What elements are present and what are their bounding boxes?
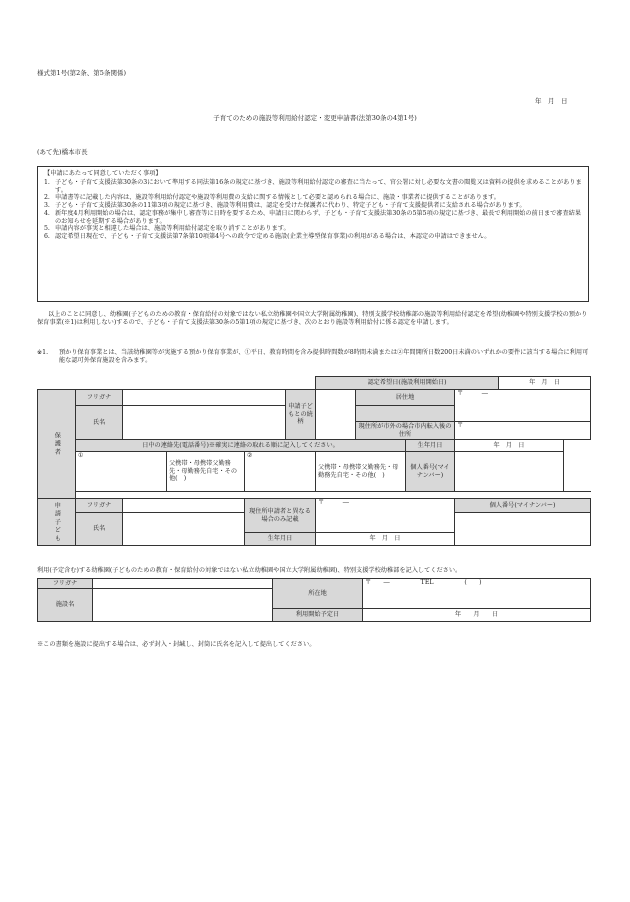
- consent-item: [44, 210, 584, 226]
- consent-item-text: 申請書等に記載した内容は、施設等利用給付認定や施設等利用費の支給に関する情報として必要と認められる場合に、施設・事業者に提供することがあります。: [55, 194, 500, 202]
- contact-2-input[interactable]: ②: [245, 452, 316, 492]
- consent-item: [44, 194, 584, 202]
- guardian-furigana-input[interactable]: [123, 390, 286, 406]
- consent-item-text: 認定希望日現在で、子ども・子育て支援法第7条第10項第4号への政令で定める施設(企業主導型保育事業)の利用がある場合は、本認定の申請はできません。: [55, 233, 491, 240]
- consent-item: [44, 225, 584, 233]
- child-mynumber-label: 個人番号(マイナンバー): [455, 499, 591, 513]
- consent-item-number: 3.: [44, 202, 50, 209]
- contact-1-input[interactable]: ①: [76, 452, 167, 492]
- daytime-contact-label: 日中の連絡先(電話番号)※確実に連絡の取れる順に記入してください。: [76, 440, 406, 452]
- residence-label: 居住地: [356, 390, 455, 406]
- guardian-label: 保護者: [53, 431, 61, 457]
- cert-date-label: 認定希望日(施設利用開始日): [316, 377, 499, 390]
- spacer-cell: [38, 377, 316, 390]
- out-of-city-input[interactable]: 〒: [455, 422, 591, 440]
- guardian-birthdate-input[interactable]: 年 月 日: [455, 440, 564, 452]
- guardian-name-label: 氏名: [76, 406, 123, 440]
- consent-item-number: 5.: [44, 225, 50, 233]
- child-label-cell: [38, 499, 76, 546]
- consent-item-text: 子ども・子育て支援法第30条の11第3項の規定に基づき、施設等利用費は、認定を受けた保護者に代わり、特定子ども・子育て支援提供者に支給される場合があります。: [55, 202, 526, 209]
- spacer-row: [76, 492, 591, 499]
- child-mynumber-input[interactable]: [455, 513, 591, 546]
- facility-start-input[interactable]: 年 月 日: [363, 609, 591, 622]
- facility-furigana-label: フリガナ: [38, 579, 93, 589]
- consent-box: [37, 166, 589, 302]
- child-name-label: 氏名: [76, 513, 123, 546]
- consent-heading: 【申請にあたって同意していただく事項】: [44, 170, 162, 177]
- application-table: [37, 376, 591, 546]
- out-of-city-label: 現住所が市外の場合市内転入後の住所: [356, 422, 455, 440]
- child-label: 申請子ども: [53, 501, 61, 543]
- footnote-text: 預かり保育事業とは、当該幼稚園等が実施する預かり保育事業が、①平日、教育時間を含み提供時間数が8時間未満または②年間開所日数200日未満のいずれかの要件に該当する場合に利用可能な認可外保育施設を含みます。: [59, 349, 589, 364]
- consent-item-text: 新年度4月利用開始の場合は、認定事務が集中し審査等に日時を要するため、申請日に関わらず、子ども・子育て支援法第30条の5第5項の規定に基づき、最長で利用開始の前日まで審査結果のお知らせを延期する場合があります。: [55, 209, 582, 225]
- consent-item-number: 4.: [44, 209, 50, 217]
- guardian-mynumber-input[interactable]: [455, 452, 564, 492]
- footnote-1: [37, 349, 592, 365]
- consent-item-number: 6.: [44, 233, 50, 240]
- intro-text: 以上のことに同意し、幼稚園(子どものための教育・保育給付の対象ではない私立幼稚園や国立大学附属幼稚園)、特別支援学校幼稚部の施設等利用給付認定を希望(幼稚園や特別支援学校の預かり保育事業(※1)は利用しない)するので、子ども・子育て支援法第30条の5第1項の規定に基づき、次のとおり施設等利用給付に係る認定を申請します。: [37, 311, 588, 326]
- child-address-input[interactable]: 〒 ―: [316, 499, 455, 533]
- closing-note: ※この書類を施設に提出する場合は、必ず封入・封緘し、封筒に氏名を記入して提出してください。: [37, 641, 316, 648]
- facility-intro: 利用(予定含む)する幼稚園(子どものための教育・保育給付の対象ではない私立幼稚園や国立大学附属幼稚園)、特別支援学校幼稚部を記入してください。: [37, 567, 462, 574]
- facility-address-label: 所在地: [273, 579, 363, 609]
- addressee: (あて先)橋本市長: [37, 148, 88, 156]
- guardian-furigana-label: フリガナ: [76, 390, 123, 406]
- facility-start-label: 利用開始予定日: [273, 609, 363, 622]
- relation-label: 申請子どもとの続柄: [286, 390, 316, 440]
- consent-item: [44, 202, 584, 210]
- consent-item-text: 子ども・子育て支援法第30条の3において準用する同法第16条の規定に基づき、施設等利用給付認定の審査に当たって、官公署に対し必要な文書の閲覧又は資料の提供を求めることがあります。: [55, 178, 582, 194]
- consent-item-number: 1.: [44, 178, 50, 186]
- facility-name-input[interactable]: [93, 589, 273, 622]
- facility-address-input[interactable]: 〒 ― TEL ( ): [363, 579, 591, 609]
- facility-furigana-input[interactable]: [93, 579, 273, 589]
- child-birthdate-label: 生年月日: [245, 533, 316, 546]
- consent-list: [44, 179, 584, 241]
- contact-2-relation[interactable]: 父携帯・母携帯父勤務先・母勤務先自宅・その他( ): [316, 452, 406, 492]
- residence-label-blank: [356, 406, 455, 422]
- contact-1-relation[interactable]: 父携帯・母携帯父勤務先・母勤務先自宅・その他( ): [167, 452, 245, 492]
- consent-item: [44, 233, 584, 241]
- consent-item-text: 申請内容が事実と相違した場合は、施設等利用給付認定を取り消すことがあります。: [55, 225, 290, 233]
- child-furigana-input[interactable]: [123, 499, 245, 513]
- child-furigana-label: フリガナ: [76, 499, 123, 513]
- guardian-mynumber-label: 個人番号(マイナンバー): [406, 452, 455, 492]
- document-title: 子育てのための施設等利用給付認定・変更申請書(法第30条の4第1号): [213, 114, 417, 122]
- facility-name-label: 施設名: [38, 589, 93, 622]
- guardian-birthdate-label: 生年月日: [406, 440, 455, 452]
- guardian-label-cell: [38, 390, 76, 499]
- child-birthdate-input[interactable]: 年 月 日: [316, 533, 455, 546]
- date-line: 年 月 日: [535, 97, 568, 105]
- facility-table: [37, 578, 591, 622]
- consent-item: [44, 179, 584, 195]
- guardian-name-input[interactable]: [123, 406, 286, 440]
- cert-date-input[interactable]: 年 月 日: [499, 377, 591, 390]
- relation-input[interactable]: [316, 390, 356, 440]
- consent-item-number: 2.: [44, 194, 50, 202]
- child-name-input[interactable]: [123, 513, 245, 546]
- footnote-mark: ※1.: [37, 349, 49, 356]
- residence-input[interactable]: 〒 ―: [455, 390, 591, 422]
- form-id: 様式第1号(第2条、第5条関係): [37, 69, 126, 77]
- child-address-label: 現住所申請者と異なる場合のみ記載: [245, 499, 316, 533]
